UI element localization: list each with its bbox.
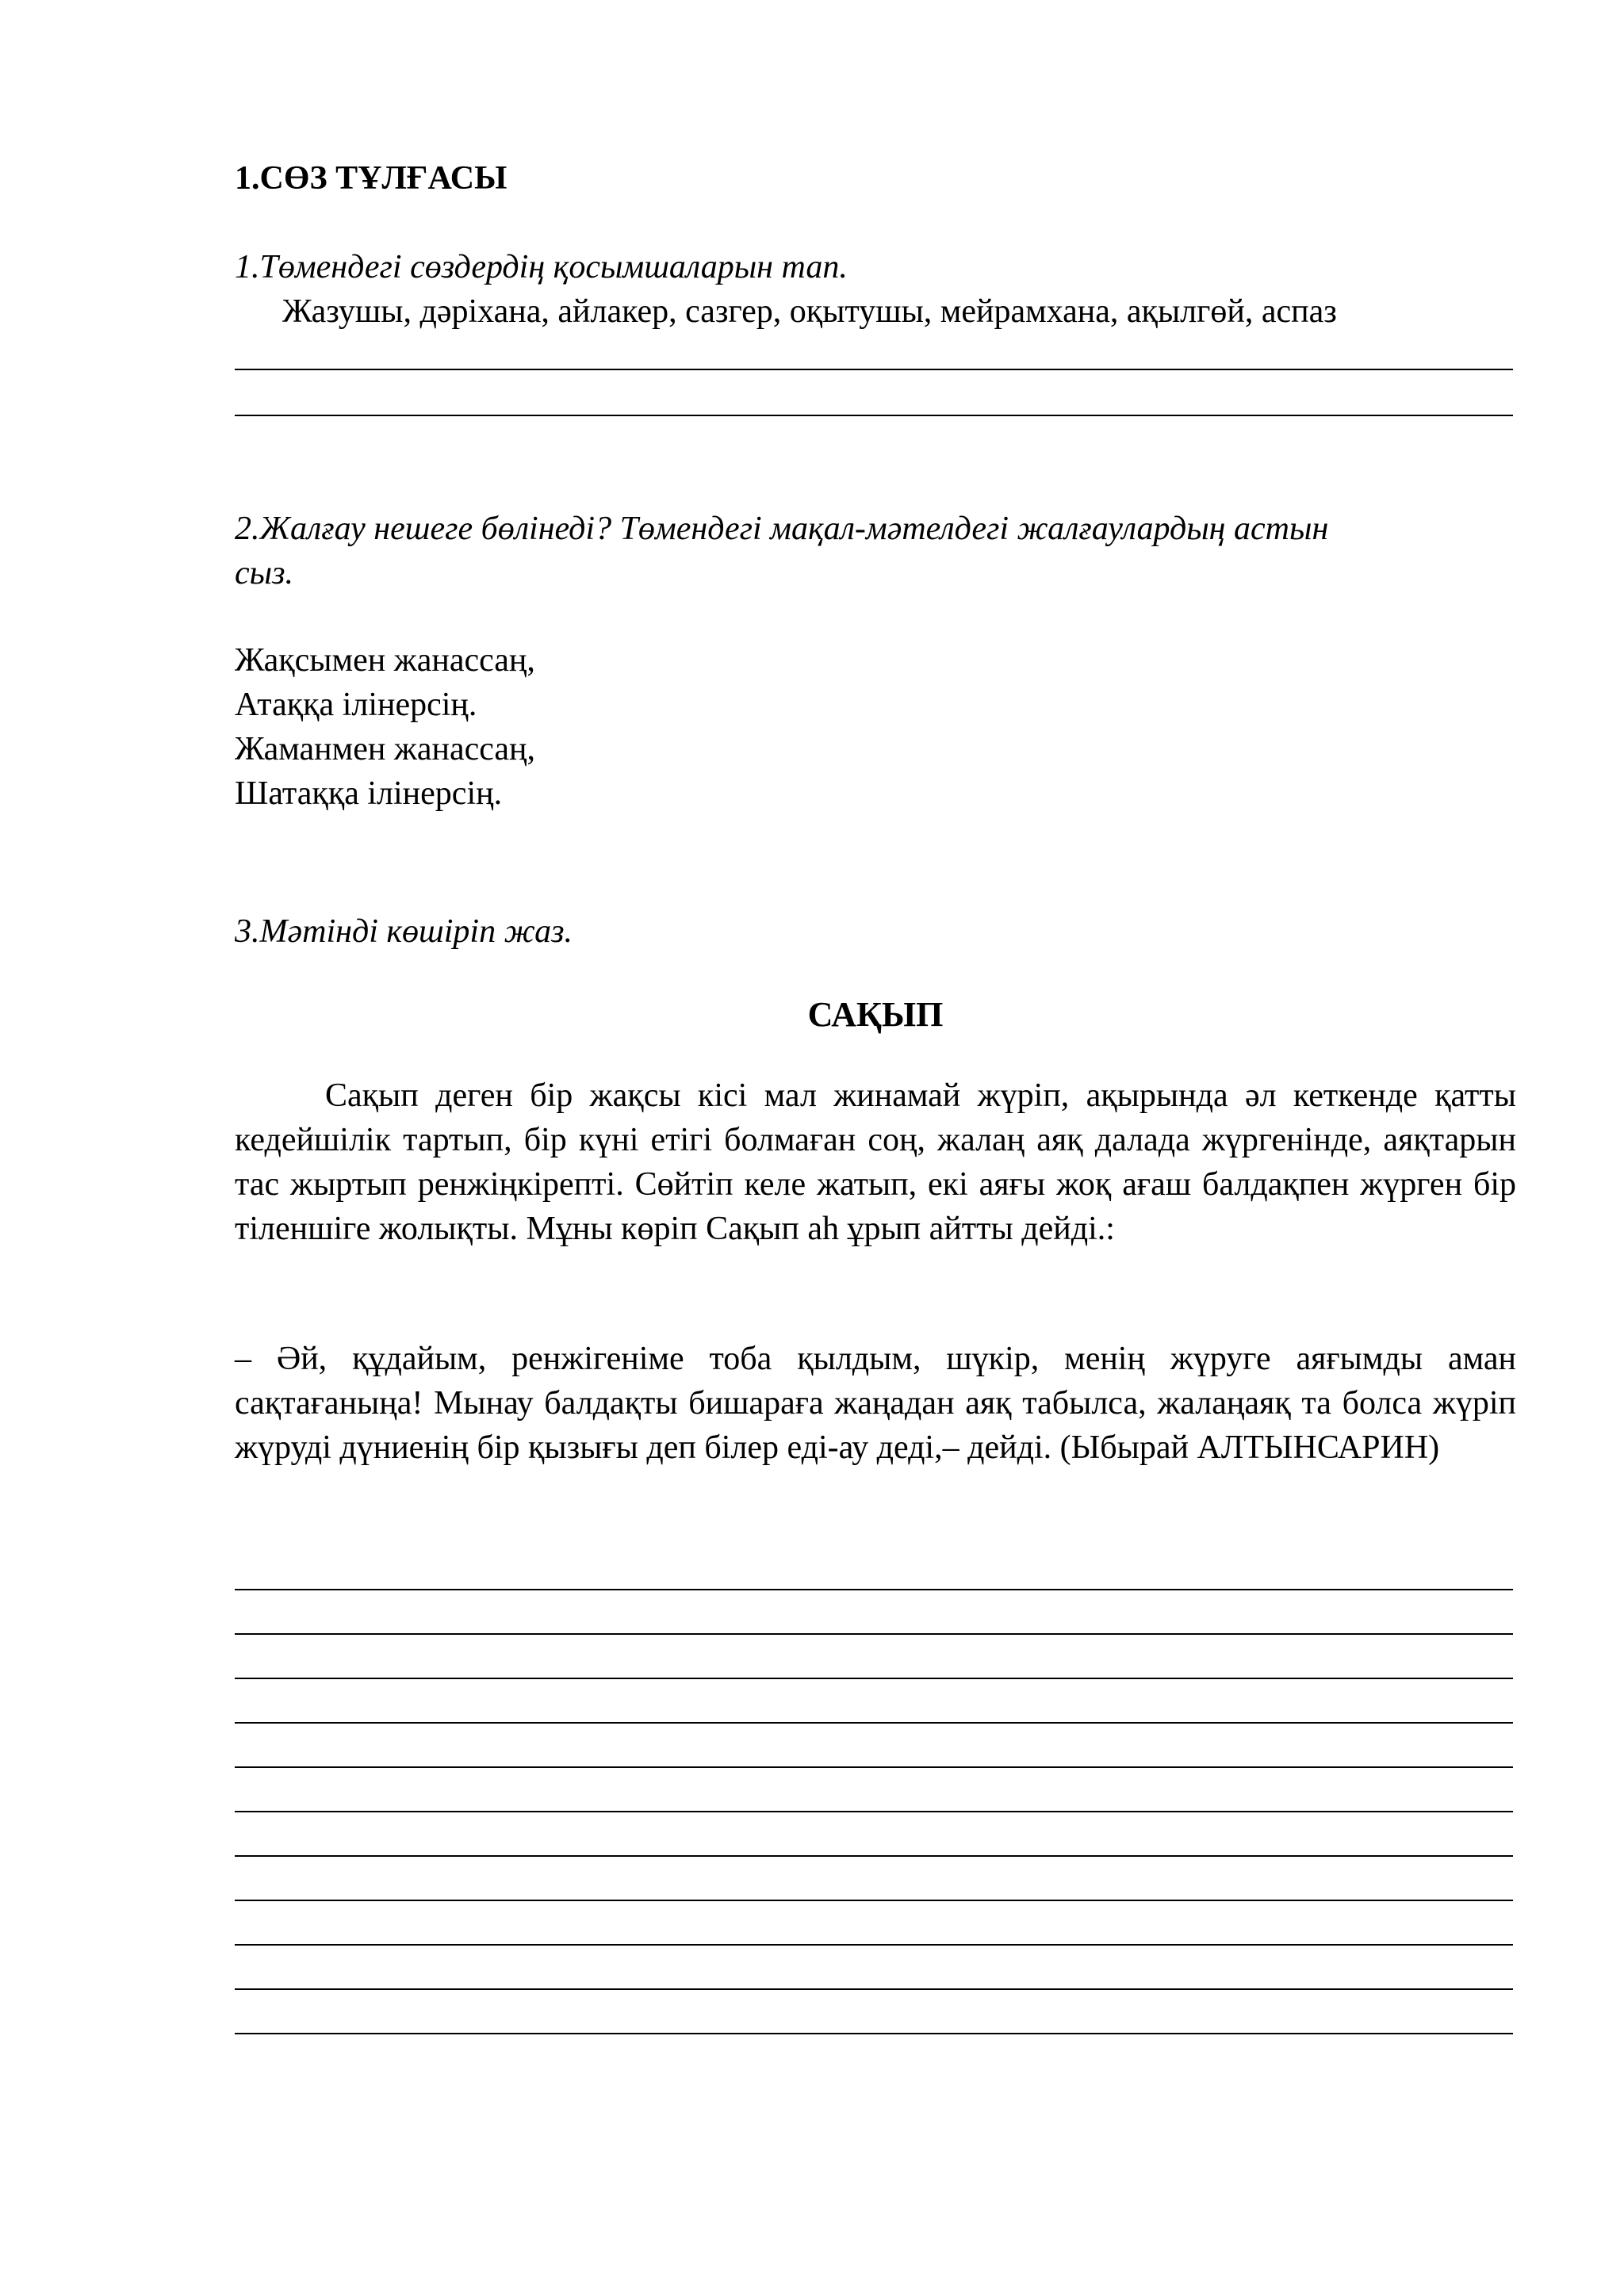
story-title: САҚЫП [807, 995, 944, 1034]
proverb-line: Шатаққа ілінерсің. [235, 775, 503, 812]
answer-line [235, 1900, 1513, 1901]
proverb-line: Жақсымен жанассаң, [235, 642, 535, 679]
story-paragraph-1: Сақып деген бір жақсы кісі мал жинамай жүріп, ақырында әл кеткенде қатты кедейшілік тартып, бір күні етігі болмаған соң, жалаң аяқ далада жүргенінде, аяқтарын тас жыртып ренжіңкірепті. Сөйтіп келе жатып, екі аяғы жоқ ағаш балдақпен жүрген бір тіленшіге жолықты. Мұны көріп Сақып аһ ұрып айтты дейді.: [235, 1077, 1516, 1247]
section-title: 1.СӨЗ ТҰЛҒАСЫ [235, 160, 508, 197]
task2-prompt-line1: 2.Жалғау нешеге бөлінеді? Төмендегі мақал-мәтелдегі жалғаулардың астын [235, 511, 1329, 547]
answer-line [235, 369, 1513, 370]
proverb-line: Атаққа ілінерсің. [235, 687, 477, 723]
answer-line [235, 2033, 1513, 2034]
task2-prompt-line2: сыз. [235, 555, 293, 591]
answer-line [235, 1988, 1513, 1990]
task3-prompt: 3.Мәтінді көшіріп жаз. [235, 913, 573, 950]
answer-line [235, 1855, 1513, 1857]
answer-line [235, 415, 1513, 416]
answer-line [235, 1589, 1513, 1590]
answer-line [235, 1766, 1513, 1768]
answer-line [235, 1811, 1513, 1812]
task1-prompt: 1.Төмендегі сөздердің қосымшаларын тап. [235, 249, 848, 285]
proverb-line: Жаманмен жанассаң, [235, 731, 536, 767]
story-paragraph-2: – Әй, құдайым, ренжігеніме тоба қылдым, шүкір, менің жүруге аяғымды аман сақтағаныңа! Мынау балдақты бишараға жаңадан аяқ табылса, жалаңаяқ та болса жүріп жүруді дүниенің бір қызығы деп білер еді-ау деді,– дейді. (Ыбырай АЛТЫНСАРИН) [235, 1341, 1516, 1466]
answer-line [235, 1678, 1513, 1679]
answer-line [235, 1722, 1513, 1724]
answer-line [235, 1944, 1513, 1946]
answer-line [235, 1633, 1513, 1635]
task1-word-list: Жазушы, дәріхана, айлакер, сазгер, оқытушы, мейрамхана, ақылгөй, аспаз [282, 293, 1337, 330]
